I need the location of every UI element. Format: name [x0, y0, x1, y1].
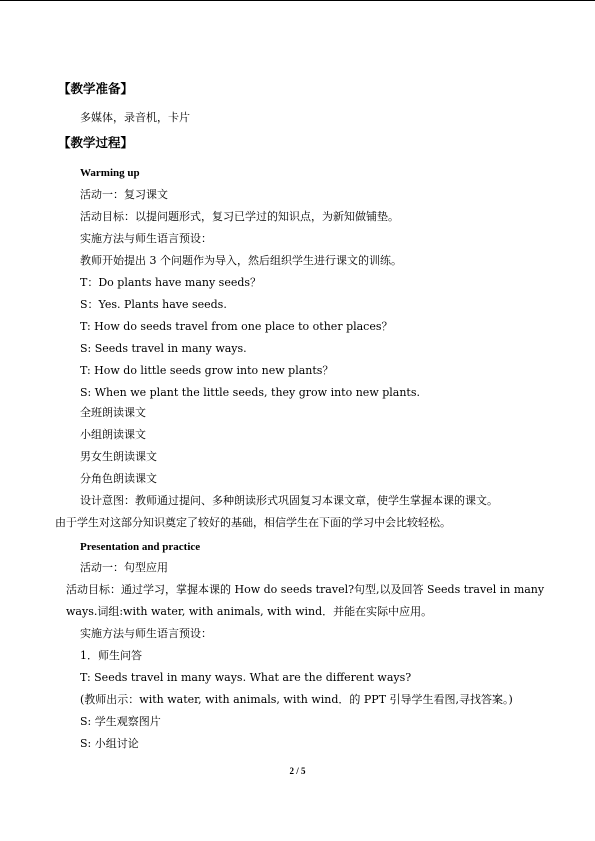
reading-item: 全班朗读课文 [80, 406, 146, 419]
subheading-presentation: Presentation and practice [80, 541, 201, 553]
presentation-student-line: S: 学生观察图片 [80, 715, 161, 728]
presentation-activity: 活动一：句型应用 [80, 561, 168, 574]
presentation-goal-line-2: ways.词组:with water, with animals, with wind．并能在实际中应用。 [66, 605, 433, 618]
dialogue-line: S：Yes. Plants have seeds. [80, 298, 227, 311]
warming-activity: 活动一：复习课文 [80, 188, 168, 201]
presentation-step: 1．师生问答 [80, 649, 142, 662]
subheading-warming-up: Warming up [80, 167, 140, 179]
page-top-rule [0, 0, 595, 1]
design-intent-line-2: 由于学生对这部分知识奠定了较好的基础，相信学生在下面的学习中会比较轻松。 [55, 516, 451, 529]
section-heading-process: 【教学过程】 [58, 135, 134, 150]
warming-intro: 教师开始提出 3 个问题作为导入，然后组织学生进行课文的训练。 [80, 254, 402, 267]
dialogue-line: S: Seeds travel in many ways. [80, 342, 247, 355]
presentation-method: 实施方法与师生语言预设： [80, 627, 212, 640]
dialogue-line: T: How do little seeds grow into new plants？ [80, 364, 334, 377]
preparation-content: 多媒体，录音机，卡片 [80, 111, 190, 124]
warming-method: 实施方法与师生语言预设： [80, 232, 212, 245]
presentation-goal-line-1: 活动目标：通过学习，掌握本课的 How do seeds travel?句型,以及回答 Seeds travel in many [66, 583, 545, 596]
section-heading-preparation: 【教学准备】 [58, 81, 134, 96]
dialogue-line: T: How do seeds travel from one place to other places？ [80, 320, 393, 333]
reading-item: 小组朗读课文 [80, 428, 146, 441]
presentation-note: (教师出示：with water, with animals, with wind．的 PPT 引导学生看图,寻找答案。) [80, 693, 513, 706]
presentation-teacher-line: T: Seeds travel in many ways. What are the different ways? [80, 671, 412, 684]
page-number: 2 / 5 [289, 766, 306, 776]
dialogue-line: T：Do plants have many seeds？ [80, 276, 262, 289]
dialogue-line: S: When we plant the little seeds, they grow into new plants. [80, 386, 420, 399]
reading-item: 分角色朗读课文 [80, 472, 157, 485]
design-intent-line-1: 设计意图：教师通过提问、多种朗读形式巩固复习本课文章，使学生掌握本课的课文。 [80, 494, 498, 507]
presentation-student-line: S: 小组讨论 [80, 737, 139, 750]
reading-item: 男女生朗读课文 [80, 450, 157, 463]
warming-goal: 活动目标：以提问题形式，复习已学过的知识点，为新知做铺垫。 [80, 210, 399, 223]
